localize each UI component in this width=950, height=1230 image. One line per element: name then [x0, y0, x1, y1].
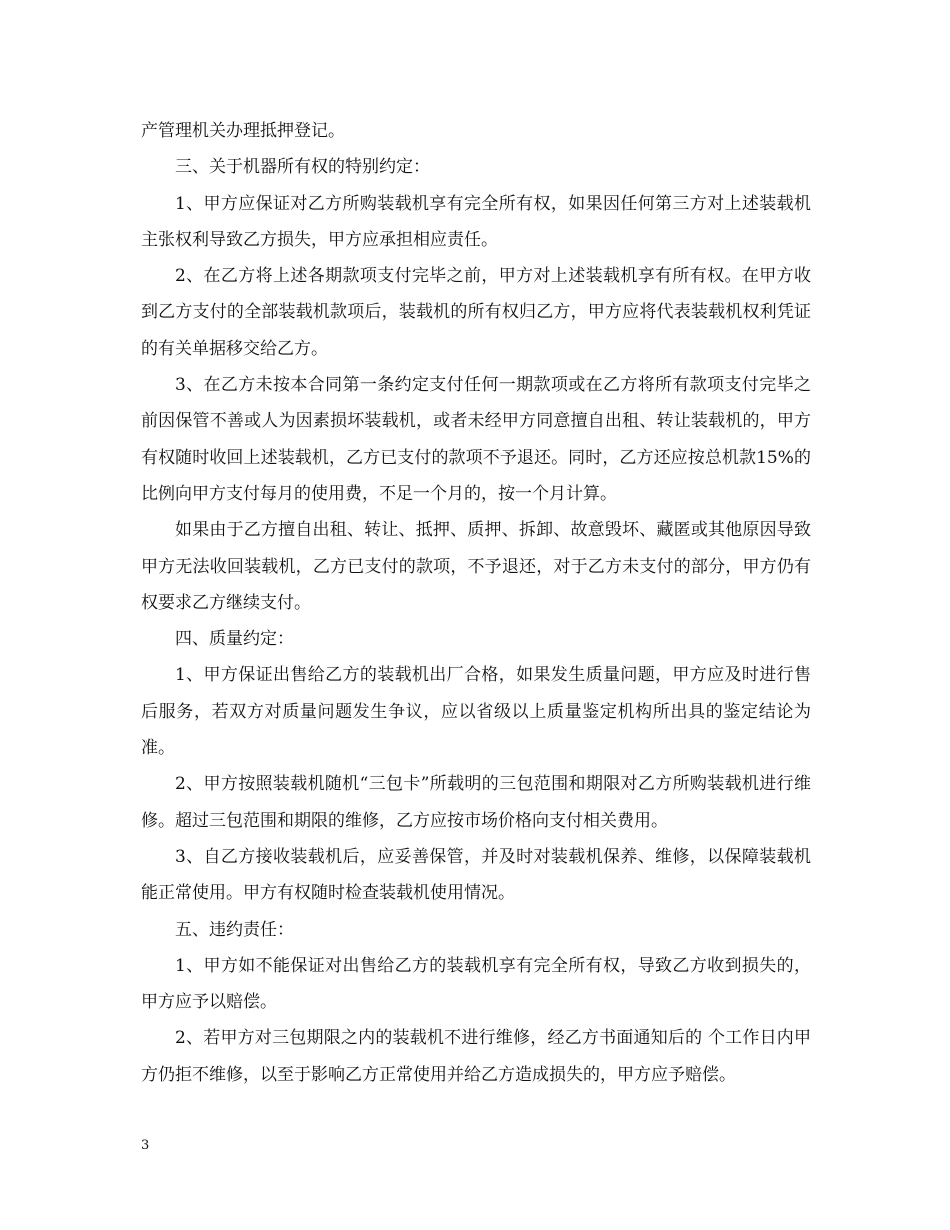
paragraph: 四、质量约定： [175, 629, 294, 650]
paragraph: 3、自乙方接收装载机后，应妥善保管，并及时对装载机保养、维修，以保障装载机能正常使用。甲方有权随时检查装载机使用情况。 [141, 846, 811, 904]
page-number: 3 [141, 1138, 150, 1153]
paragraph: 五、违约责任： [175, 919, 294, 940]
paragraph: 1、甲方保证出售给乙方的装载机出厂合格，如果发生质量问题，甲方应及时进行售后服务，若双方对质量问题发生争议，应以省级以上质量鉴定机构所出具的鉴定结论为准。 [141, 665, 811, 759]
paragraph: 1、甲方如不能保证对出售给乙方的装载机享有完全所有权，导致乙方收到损失的，甲方应予以赔偿。 [141, 955, 811, 1013]
paragraph: 2、在乙方将上述各期款项支付完毕之前，甲方对上述装载机享有所有权。在甲方收到乙方支付的全部装载机款项后，装载机的所有权归乙方，甲方应将代表装载机权利凭证的有关单据移交给乙方。 [141, 266, 811, 359]
paragraph: 如果由于乙方擅自出租、转让、抵押、质押、拆卸、故意毁坏、藏匿或其他原因导致甲方无法收回装载机，乙方已支付的款项，不予退还，对于乙方未支付的部分，甲方仍有权要求乙方继续支付。 [141, 520, 811, 613]
paragraph: 产管理机关办理抵押登记。 [141, 121, 345, 141]
paragraph: 1、甲方应保证对乙方所购装载机享有完全所有权，如果因任何第三方对上述装载机主张权利导致乙方损失，甲方应承担相应责任。 [141, 193, 811, 250]
paragraph: 2、若甲方对三包期限之内的装载机不进行维修，经乙方书面通知后的 个工作日内甲方仍拒不维修，以至于影响乙方正常使用并给乙方造成损失的，甲方应予赔偿。 [141, 1028, 811, 1085]
paragraph: 三、关于机器所有权的特别约定： [175, 157, 430, 178]
document-body [141, 113, 811, 1093]
paragraph: 3、在乙方未按本合同第一条约定支付任何一期款项或在乙方将所有款项支付完毕之前因保管不善或人为因素损坏装载机，或者未经甲方同意擅自出租、转让装载机的，甲方有权随时收回上述装载机，乙方已支付的款项不予退还。同时，乙方还应按总机款15%的比例向甲方支付每月的使用费，不足一个月的，按一个月计算。 [141, 375, 811, 504]
paragraph: 2、甲方按照装载机随机“三包卡”所载明的三包范围和期限对乙方所购装载机进行维修。超过三包范围和期限的维修，乙方应按市场价格向支付相关费用。 [141, 774, 811, 831]
